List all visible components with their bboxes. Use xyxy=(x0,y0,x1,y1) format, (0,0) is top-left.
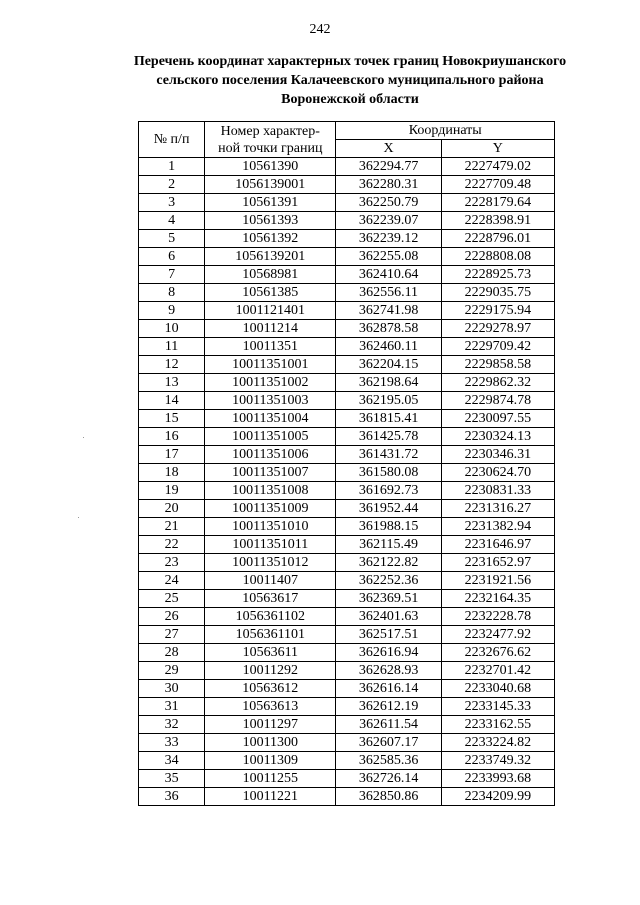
table-row xyxy=(139,356,555,374)
cell-point-number: 10561393 xyxy=(205,212,336,230)
cell-num: 22 xyxy=(139,536,205,554)
table-row xyxy=(139,266,555,284)
cell-x: 362294.77 xyxy=(336,158,441,176)
cell-x: 362252.36 xyxy=(336,572,441,590)
cell-y: 2227479.02 xyxy=(441,158,554,176)
table-row xyxy=(139,608,555,626)
cell-num: 29 xyxy=(139,662,205,680)
cell-y: 2233040.68 xyxy=(441,680,554,698)
cell-num: 33 xyxy=(139,734,205,752)
cell-y: 2230097.55 xyxy=(441,410,554,428)
cell-x: 362556.11 xyxy=(336,284,441,302)
cell-point-number: 10563612 xyxy=(205,680,336,698)
table-row xyxy=(139,536,555,554)
cell-num: 21 xyxy=(139,518,205,536)
cell-y: 2229709.42 xyxy=(441,338,554,356)
cell-num: 31 xyxy=(139,698,205,716)
cell-point-number: 1056361101 xyxy=(205,626,336,644)
cell-y: 2233224.82 xyxy=(441,734,554,752)
cell-y: 2229035.75 xyxy=(441,284,554,302)
cell-y: 2232164.35 xyxy=(441,590,554,608)
cell-point-number: 10011351004 xyxy=(205,410,336,428)
cell-num: 12 xyxy=(139,356,205,374)
cell-point-number: 10561391 xyxy=(205,194,336,212)
table-row xyxy=(139,518,555,536)
table-row xyxy=(139,554,555,572)
cell-num: 30 xyxy=(139,680,205,698)
cell-point-number: 10561385 xyxy=(205,284,336,302)
cell-x: 362122.82 xyxy=(336,554,441,572)
cell-x: 361692.73 xyxy=(336,482,441,500)
table-row xyxy=(139,662,555,680)
scan-speck xyxy=(78,517,79,518)
cell-point-number: 10011351 xyxy=(205,338,336,356)
cell-num: 2 xyxy=(139,176,205,194)
cell-point-number: 10011351007 xyxy=(205,464,336,482)
cell-num: 26 xyxy=(139,608,205,626)
cell-point-number: 10011351005 xyxy=(205,428,336,446)
cell-y: 2228398.91 xyxy=(441,212,554,230)
header-point-line-2: ной точки границ xyxy=(218,140,323,156)
cell-num: 10 xyxy=(139,320,205,338)
table-row xyxy=(139,734,555,752)
table-row xyxy=(139,770,555,788)
cell-x: 362280.31 xyxy=(336,176,441,194)
cell-num: 25 xyxy=(139,590,205,608)
cell-point-number: 10011351001 xyxy=(205,356,336,374)
cell-x: 362850.86 xyxy=(336,788,441,806)
cell-point-number: 10011351003 xyxy=(205,392,336,410)
table-row xyxy=(139,284,555,302)
cell-num: 9 xyxy=(139,302,205,320)
cell-x: 362250.79 xyxy=(336,194,441,212)
cell-point-number: 10563611 xyxy=(205,644,336,662)
cell-y: 2232477.92 xyxy=(441,626,554,644)
cell-point-number: 10561390 xyxy=(205,158,336,176)
cell-point-number: 1056361102 xyxy=(205,608,336,626)
cell-x: 362628.93 xyxy=(336,662,441,680)
cell-x: 362611.54 xyxy=(336,716,441,734)
table-row xyxy=(139,644,555,662)
cell-num: 3 xyxy=(139,194,205,212)
cell-num: 4 xyxy=(139,212,205,230)
cell-x: 362517.51 xyxy=(336,626,441,644)
header-coordinates: Координаты xyxy=(336,122,555,140)
table-row xyxy=(139,302,555,320)
cell-point-number: 10011351002 xyxy=(205,374,336,392)
cell-y: 2229858.58 xyxy=(441,356,554,374)
cell-y: 2233993.68 xyxy=(441,770,554,788)
table-row xyxy=(139,428,555,446)
coordinates-table xyxy=(138,121,555,806)
cell-num: 36 xyxy=(139,788,205,806)
cell-x: 362410.64 xyxy=(336,266,441,284)
table-row xyxy=(139,158,555,176)
cell-num: 28 xyxy=(139,644,205,662)
cell-y: 2232676.62 xyxy=(441,644,554,662)
title-line-3: Воронежской области xyxy=(281,92,419,107)
cell-y: 2228179.64 xyxy=(441,194,554,212)
cell-num: 24 xyxy=(139,572,205,590)
cell-y: 2233145.33 xyxy=(441,698,554,716)
cell-num: 27 xyxy=(139,626,205,644)
cell-point-number: 10011351006 xyxy=(205,446,336,464)
table-header xyxy=(139,122,555,158)
cell-x: 362195.05 xyxy=(336,392,441,410)
header-point-line-1: Номер характер- xyxy=(220,123,320,139)
table-row xyxy=(139,464,555,482)
cell-x: 362460.11 xyxy=(336,338,441,356)
cell-x: 361988.15 xyxy=(336,518,441,536)
cell-num: 13 xyxy=(139,374,205,392)
table-row xyxy=(139,446,555,464)
cell-point-number: 10011221 xyxy=(205,788,336,806)
table-row xyxy=(139,374,555,392)
cell-point-number: 10011300 xyxy=(205,734,336,752)
table-row xyxy=(139,392,555,410)
cell-y: 2230624.70 xyxy=(441,464,554,482)
cell-x: 362401.63 xyxy=(336,608,441,626)
cell-point-number: 10011255 xyxy=(205,770,336,788)
cell-y: 2231646.97 xyxy=(441,536,554,554)
cell-num: 8 xyxy=(139,284,205,302)
header-num: № п/п xyxy=(139,122,205,158)
cell-num: 32 xyxy=(139,716,205,734)
header-point-number xyxy=(205,122,336,158)
table-row xyxy=(139,320,555,338)
title-line-2: сельского поселения Калачеевского муниципального района xyxy=(156,73,544,88)
table-row xyxy=(139,572,555,590)
table-row xyxy=(139,500,555,518)
cell-y: 2228925.73 xyxy=(441,266,554,284)
scan-speck xyxy=(83,437,84,438)
cell-num: 35 xyxy=(139,770,205,788)
cell-x: 362616.94 xyxy=(336,644,441,662)
cell-y: 2233162.55 xyxy=(441,716,554,734)
cell-x: 361815.41 xyxy=(336,410,441,428)
cell-x: 361952.44 xyxy=(336,500,441,518)
cell-x: 362369.51 xyxy=(336,590,441,608)
table-row xyxy=(139,716,555,734)
cell-x: 362255.08 xyxy=(336,248,441,266)
cell-num: 20 xyxy=(139,500,205,518)
table-row xyxy=(139,788,555,806)
header-x: X xyxy=(336,140,441,158)
cell-y: 2230346.31 xyxy=(441,446,554,464)
cell-point-number: 10011292 xyxy=(205,662,336,680)
page-number: 242 xyxy=(309,22,331,37)
table-row xyxy=(139,590,555,608)
cell-x: 362115.49 xyxy=(336,536,441,554)
cell-y: 2229874.78 xyxy=(441,392,554,410)
table-body xyxy=(139,158,555,806)
cell-x: 362239.07 xyxy=(336,212,441,230)
cell-y: 2233749.32 xyxy=(441,752,554,770)
cell-num: 6 xyxy=(139,248,205,266)
cell-point-number: 10561392 xyxy=(205,230,336,248)
cell-y: 2231382.94 xyxy=(441,518,554,536)
table-row xyxy=(139,698,555,716)
cell-x: 362612.19 xyxy=(336,698,441,716)
cell-point-number: 1056139201 xyxy=(205,248,336,266)
cell-point-number: 1056139001 xyxy=(205,176,336,194)
cell-y: 2229278.97 xyxy=(441,320,554,338)
cell-num: 5 xyxy=(139,230,205,248)
cell-num: 23 xyxy=(139,554,205,572)
cell-y: 2232228.78 xyxy=(441,608,554,626)
cell-point-number: 1001121401 xyxy=(205,302,336,320)
table-row xyxy=(139,482,555,500)
table-row xyxy=(139,680,555,698)
cell-y: 2229175.94 xyxy=(441,302,554,320)
cell-point-number: 10011351012 xyxy=(205,554,336,572)
cell-x: 362198.64 xyxy=(336,374,441,392)
cell-point-number: 10563617 xyxy=(205,590,336,608)
table-row xyxy=(139,176,555,194)
cell-point-number: 10011351011 xyxy=(205,536,336,554)
cell-num: 11 xyxy=(139,338,205,356)
cell-point-number: 10011351009 xyxy=(205,500,336,518)
cell-x: 362585.36 xyxy=(336,752,441,770)
cell-x: 362741.98 xyxy=(336,302,441,320)
cell-y: 2231316.27 xyxy=(441,500,554,518)
cell-num: 17 xyxy=(139,446,205,464)
cell-y: 2230324.13 xyxy=(441,428,554,446)
cell-y: 2230831.33 xyxy=(441,482,554,500)
table-row xyxy=(139,248,555,266)
cell-y: 2229862.32 xyxy=(441,374,554,392)
cell-num: 7 xyxy=(139,266,205,284)
cell-point-number: 10011351008 xyxy=(205,482,336,500)
header-y: Y xyxy=(441,140,554,158)
table-row xyxy=(139,212,555,230)
cell-x: 362204.15 xyxy=(336,356,441,374)
cell-num: 19 xyxy=(139,482,205,500)
cell-num: 34 xyxy=(139,752,205,770)
cell-y: 2231652.97 xyxy=(441,554,554,572)
cell-y: 2227709.48 xyxy=(441,176,554,194)
table-row xyxy=(139,230,555,248)
title-line-1: Перечень координат характерных точек границ Новокриушанского xyxy=(133,54,567,69)
cell-x: 362878.58 xyxy=(336,320,441,338)
cell-x: 361431.72 xyxy=(336,446,441,464)
cell-num: 1 xyxy=(139,158,205,176)
table-row xyxy=(139,194,555,212)
cell-num: 16 xyxy=(139,428,205,446)
cell-point-number: 10011297 xyxy=(205,716,336,734)
cell-point-number: 10011407 xyxy=(205,572,336,590)
cell-y: 2232701.42 xyxy=(441,662,554,680)
cell-num: 14 xyxy=(139,392,205,410)
cell-x: 362607.17 xyxy=(336,734,441,752)
cell-y: 2231921.56 xyxy=(441,572,554,590)
cell-num: 15 xyxy=(139,410,205,428)
cell-x: 362239.12 xyxy=(336,230,441,248)
cell-x: 361580.08 xyxy=(336,464,441,482)
cell-x: 361425.78 xyxy=(336,428,441,446)
cell-x: 362726.14 xyxy=(336,770,441,788)
cell-point-number: 10011351010 xyxy=(205,518,336,536)
cell-y: 2234209.99 xyxy=(441,788,554,806)
cell-point-number: 10011309 xyxy=(205,752,336,770)
cell-point-number: 10011214 xyxy=(205,320,336,338)
cell-y: 2228808.08 xyxy=(441,248,554,266)
cell-point-number: 10568981 xyxy=(205,266,336,284)
cell-y: 2228796.01 xyxy=(441,230,554,248)
cell-num: 18 xyxy=(139,464,205,482)
table-row xyxy=(139,752,555,770)
document-title xyxy=(100,52,600,109)
table-row xyxy=(139,338,555,356)
cell-point-number: 10563613 xyxy=(205,698,336,716)
table-row xyxy=(139,410,555,428)
cell-x: 362616.14 xyxy=(336,680,441,698)
table-row xyxy=(139,626,555,644)
